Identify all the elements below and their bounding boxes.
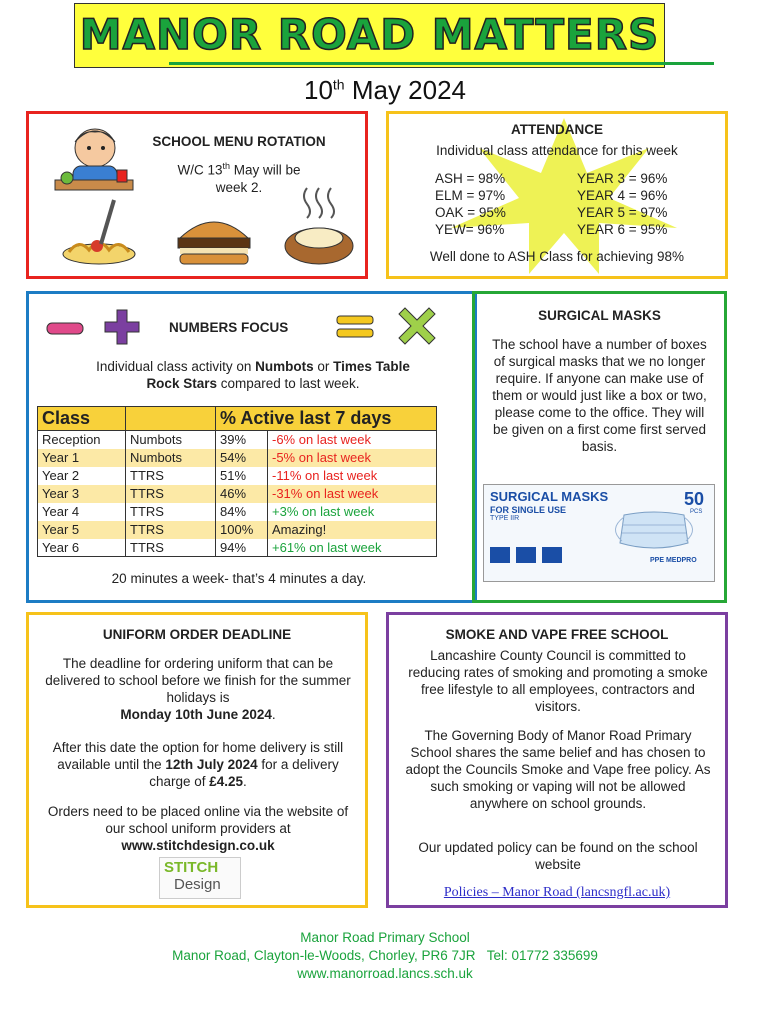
jacket-potato-icon [281,186,357,268]
table-cell-change: +3% on last week [268,503,437,521]
banner-underline [169,62,714,65]
smoke-heading: SMOKE AND VAPE FREE SCHOOL [445,627,669,642]
equals-icon [335,312,375,342]
smoke-paragraph-1: Lancashire County Council is committed to reducing rates of smoking and promoting a smoke free lifestyle to all employees, contractors and visitors. [408,648,708,714]
uniform-paragraph-3: Orders need to be placed online via the website of our school uniform providers at www.stitchdesign.co.uk [47,804,349,853]
banner-title: MANOR ROAD MATTERS [79,10,660,59]
table-cell-change: -11% on last week [268,467,437,485]
table-cell-change: Amazing! [268,521,437,539]
table-cell-program: Numbots [126,449,216,467]
face-mask-icon [604,509,704,553]
table-cell-program: TTRS [126,467,216,485]
mask-box-pcs: PCS [690,509,703,515]
table-row [38,503,437,521]
table-row [38,449,437,467]
numbers-footer: 20 minutes a week- that’s 4 minutes a day. [111,571,367,586]
table-cell-pct: 84% [216,503,268,521]
uniform-heading: UNIFORM ORDER DEADLINE [102,627,292,642]
attendance-heading: ATTENDANCE [511,122,603,137]
table-cell-class: Year 2 [38,467,126,485]
table-row [38,539,437,557]
mask-box-type: TYPE IIR [490,515,520,522]
table-cell-change: -6% on last week [268,431,437,449]
table-cell-program: TTRS [126,485,216,503]
mask-box-image [483,484,715,582]
table-cell-pct: 51% [216,467,268,485]
multiply-icon [397,306,437,346]
table-cell-pct: 54% [216,449,268,467]
uniform-paragraph-2: After this date the option for home delivery is still available until the 12th July 2024 for a delivery charge of £4.25. [52,740,344,789]
attendance-subheading: Individual class attendance for this week [436,143,678,158]
table-cell-class: Reception [38,431,126,449]
newsletter-date: 10th May 2024 [303,75,467,105]
numbers-intro: Individual class activity on Numbots or Times Table Rock Stars compared to last week. [96,359,410,391]
footer-school-name: Manor Road Primary School [300,930,470,945]
numbers-panel [26,291,477,603]
table-row [38,521,437,539]
mask-box-badge-icon [516,547,536,563]
table-cell-pct: 39% [216,431,268,449]
spaghetti-icon [59,198,139,266]
smoke-panel [386,612,728,908]
mask-box-count: 50 [684,489,705,509]
table-cell-program: TTRS [126,503,216,521]
mask-box-badge-icon [542,547,562,563]
stitch-design-logo: STITCH Design [159,857,241,899]
table-cell-pct: 100% [216,521,268,539]
menu-text: W/C 13th May will be week 2. [177,161,301,195]
mask-box-sub: FOR SINGLE USE [490,505,567,515]
footer-address: Manor Road, Clayton-le-Woods, Chorley, PR6 7JR Tel: 01772 335699 [172,948,598,963]
uniform-panel [26,612,368,908]
burger-icon [174,214,254,266]
minus-icon [45,318,85,338]
table-row [38,431,437,449]
table-cell-pct: 46% [216,485,268,503]
numbers-table [37,406,437,557]
policies-link[interactable]: Policies – Manor Road (lancsngfl.ac.uk) [443,885,671,900]
table-cell-change: +61% on last week [268,539,437,557]
table-cell-change: -5% on last week [268,449,437,467]
attendance-list-right: YEAR 3 = 96% YEAR 4 = 96% YEAR 5 = 97% YEAR 6 = 95% [577,171,668,237]
footer-telephone: Tel: 01772 335699 [486,948,598,963]
menu-panel [26,111,368,279]
table-cell-class: Year 4 [38,503,126,521]
masks-heading: SURGICAL MASKS [538,308,661,323]
table-row [38,467,437,485]
table-cell-class: Year 1 [38,449,126,467]
table-header-row: Class % Active last 7 days [38,407,437,431]
table-cell-class: Year 3 [38,485,126,503]
footer-website[interactable]: www.manorroad.lancs.sch.uk [297,966,473,981]
table-cell-pct: 94% [216,539,268,557]
attendance-panel [386,111,728,279]
masks-panel [472,291,727,603]
table-cell-change: -31% on last week [268,485,437,503]
table-cell-class: Year 5 [38,521,126,539]
table-cell-program: TTRS [126,539,216,557]
table-cell-program: Numbots [126,431,216,449]
table-cell-program: TTRS [126,521,216,539]
uniform-paragraph-1: The deadline for ordering uniform that can be delivered to school before we finish for the summer holidays is Monday 10th June 2024. [45,656,351,722]
mask-box-brand: PPE MEDPRO [650,557,697,564]
table-row [38,485,437,503]
plus-icon [103,308,141,346]
attendance-footer: Well done to ASH Class for achieving 98% [429,249,685,264]
mask-box-badge-icon [490,547,510,563]
mask-box-title: SURGICAL MASKS [490,489,609,504]
table-cell-class: Year 6 [38,539,126,557]
uniform-website[interactable]: www.stitchdesign.co.uk [121,838,275,853]
masks-text: The school have a number of boxes of surgical masks that we no longer require. If anyone can make use of them or would just like a box or two, please come to the office. They will be given on a first come first served basis. [492,337,707,454]
banner [74,3,665,68]
menu-heading: SCHOOL MENU ROTATION [152,134,326,149]
numbers-heading: NUMBERS FOCUS [169,320,289,335]
smoke-paragraph-2: The Governing Body of Manor Road Primary School shares the same belief and has chosen to adopt the Councils Smoke and Vape free policy. As such smoking or vaping will not be allowed anywhere on school grounds. [405,728,711,811]
smoke-paragraph-3: Our updated policy can be found on the school website [418,840,698,872]
attendance-list-left: ASH = 98% ELM = 97% OAK = 95% YEW= 96% [435,171,506,237]
